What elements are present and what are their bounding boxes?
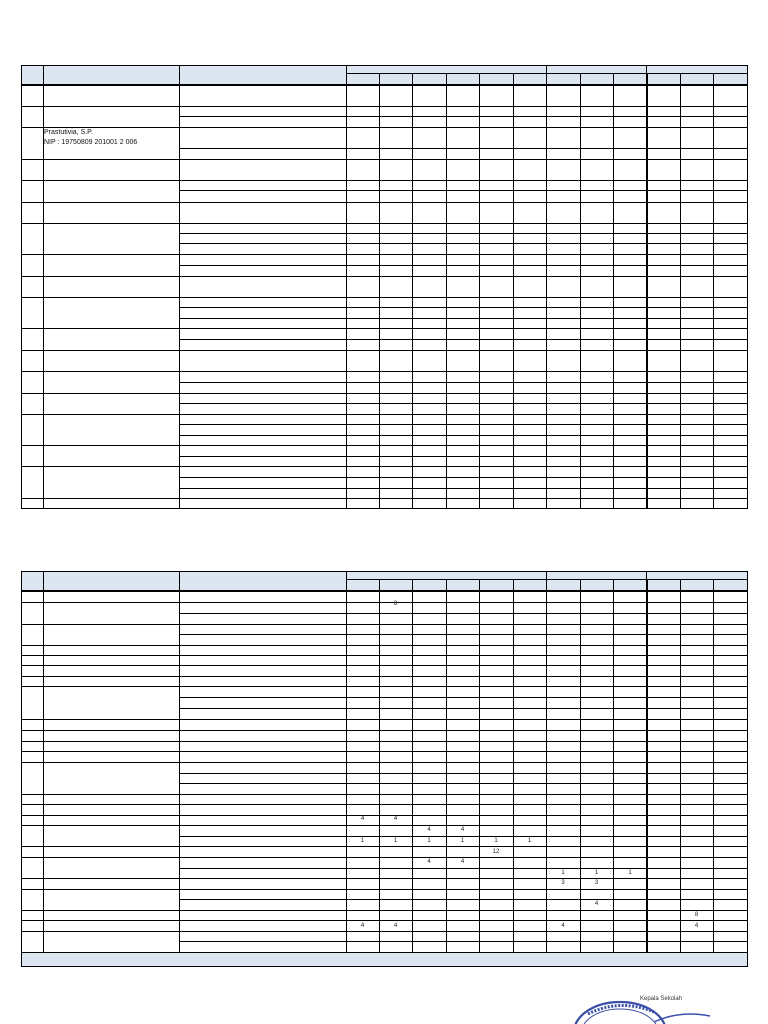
row-line <box>21 159 747 160</box>
table-2-cell-value: 1 <box>460 838 465 844</box>
table-2-cell-value: 4 <box>360 923 365 929</box>
row-line <box>21 686 747 687</box>
table-2-cell-value: 4 <box>360 816 365 822</box>
grid-line <box>513 73 514 509</box>
row-line <box>21 127 747 128</box>
table-2-cell-value: 4 <box>460 859 465 865</box>
grid-line <box>713 73 714 509</box>
row-line <box>21 931 747 932</box>
row-line <box>21 371 747 372</box>
grid-line <box>412 73 413 509</box>
row-line <box>21 106 747 107</box>
row-subline <box>179 116 747 117</box>
table-2-cell-value: 1 <box>494 838 498 844</box>
row-line <box>21 920 747 921</box>
grid-line <box>179 65 180 509</box>
row-line <box>21 393 747 394</box>
row-subline <box>179 941 747 942</box>
table-2-cell-value: 1 <box>628 870 632 876</box>
total-row-line <box>21 952 747 953</box>
row-line <box>21 180 747 181</box>
row-line <box>21 202 747 203</box>
table-2-cell-value: 1 <box>427 838 431 844</box>
row-line <box>21 645 747 646</box>
grid-line <box>479 73 480 509</box>
header-bottom <box>21 85 747 86</box>
row-line <box>21 276 747 277</box>
school-seal-icon <box>570 992 760 1024</box>
row-line <box>21 624 747 625</box>
row-line <box>21 794 747 795</box>
row-line <box>21 719 747 720</box>
row-subline <box>179 708 747 709</box>
row-line <box>21 466 747 467</box>
row-line <box>21 910 747 911</box>
row-subline <box>179 836 747 837</box>
row-line <box>21 297 747 298</box>
row-line <box>21 857 747 858</box>
header-shading <box>22 953 747 966</box>
row-subline <box>179 773 747 774</box>
row-line <box>21 846 747 847</box>
row-line <box>21 665 747 666</box>
row-line <box>21 825 747 826</box>
row-line <box>21 741 747 742</box>
row-subline <box>179 634 747 635</box>
row-subline <box>179 148 747 149</box>
row-line <box>21 762 747 763</box>
table-2-cell-value: 1 <box>594 870 599 876</box>
row-line <box>21 328 747 329</box>
row-line <box>21 414 747 415</box>
table-2-cell-value: 8 <box>393 601 398 607</box>
employee-nip: NIP : 19750809 201001 2 006 <box>44 139 138 146</box>
row-subline <box>179 435 747 436</box>
grid-line <box>546 571 547 967</box>
row-subline <box>179 382 747 383</box>
signature-title: Kepala Sekolah <box>640 996 683 1002</box>
table-2-cell-value: 4 <box>561 923 565 929</box>
row-subline <box>179 307 747 308</box>
grid-line <box>647 73 648 509</box>
table-1 <box>21 65 748 509</box>
table-2-cell-value: 1 <box>527 838 532 844</box>
grid-line <box>580 73 581 509</box>
row-line <box>21 751 747 752</box>
row-line <box>21 498 747 499</box>
row-subline <box>179 899 747 900</box>
row-subline <box>179 488 747 489</box>
grid-line <box>346 571 347 967</box>
table-2-cell-value: 8 <box>694 912 699 918</box>
grid-line <box>346 65 347 509</box>
grid-line <box>379 73 380 509</box>
row-subline <box>179 233 747 234</box>
table-2-cell-value: 3 <box>594 880 599 886</box>
grid-line <box>546 65 547 509</box>
row-subline <box>179 265 747 266</box>
row-subline <box>179 456 747 457</box>
table-2-cell-value: 1 <box>393 838 398 844</box>
grid-line <box>446 73 447 509</box>
table-2-cell-value: 4 <box>427 859 431 865</box>
table-2-cell-value: 12 <box>492 849 500 855</box>
header-bottom <box>21 591 747 592</box>
table-2-cell-value: 4 <box>393 923 398 929</box>
table-2-cell-value: 4 <box>694 923 699 929</box>
grid-line <box>179 571 180 967</box>
row-subline <box>179 424 747 425</box>
table-2-cell-value: 4 <box>393 816 398 822</box>
grid-line <box>680 73 681 509</box>
row-line <box>21 676 747 677</box>
row-line <box>21 350 747 351</box>
row-line <box>21 223 747 224</box>
row-line <box>21 655 747 656</box>
table-2-cell-value: 3 <box>561 880 565 886</box>
row-line <box>21 254 747 255</box>
row-subline <box>179 868 747 869</box>
grid-line <box>43 571 44 967</box>
row-subline <box>179 339 747 340</box>
table-2-cell-value: 4 <box>427 827 431 833</box>
row-subline <box>179 243 747 244</box>
row-subline <box>179 783 747 784</box>
header-shading <box>22 572 747 590</box>
table-2-cell-value: 1 <box>561 870 565 876</box>
row-subline <box>179 190 747 191</box>
grid-line <box>613 73 614 509</box>
row-line <box>21 730 747 731</box>
row-line <box>21 804 747 805</box>
row-line <box>21 889 747 890</box>
employee-name: Prastutivia, S.P. <box>44 129 93 136</box>
table-2 <box>21 571 748 967</box>
table-2-cell-value: 4 <box>460 827 465 833</box>
row-subline <box>179 318 747 319</box>
row-subline <box>179 477 747 478</box>
row-subline <box>179 403 747 404</box>
row-subline <box>179 613 747 614</box>
header-shading <box>22 66 747 84</box>
table-2-cell-value: 1 <box>360 838 365 844</box>
row-subline <box>179 697 747 698</box>
row-line <box>21 445 747 446</box>
table-2-cell-value: 4 <box>594 901 599 907</box>
row-line <box>21 878 747 879</box>
